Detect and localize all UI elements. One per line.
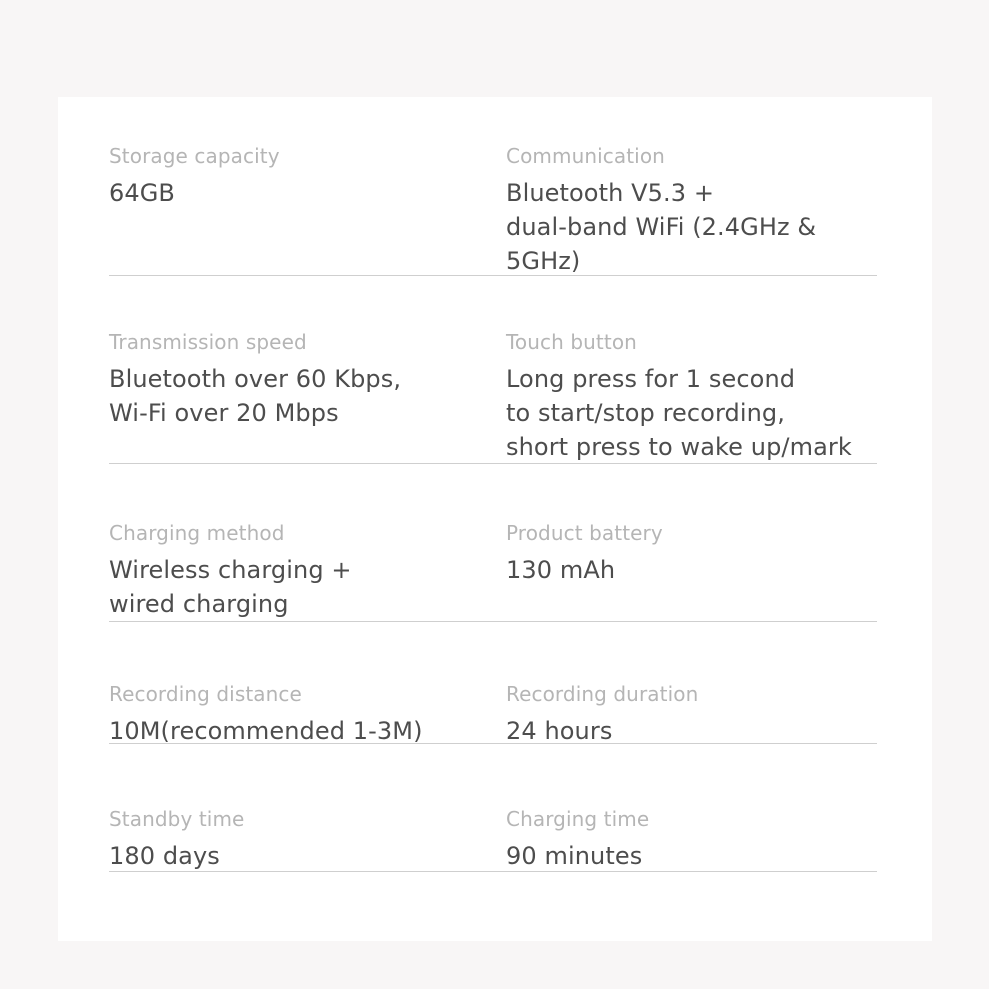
spec-value: 24 hours [506,717,613,745]
spec-value: 180 days [109,842,220,870]
spec-label: Recording duration [506,682,699,706]
spec-label: Standby time [109,807,245,831]
spec-label: Transmission speed [109,330,307,354]
spec-label: Charging method [109,521,285,545]
spec-row-2 [109,330,877,464]
spec-label: Storage capacity [109,144,280,168]
spec-label: Touch button [506,330,637,354]
spec-value: 130 mAh [506,556,616,584]
spec-label: Product battery [506,521,663,545]
spec-row-4 [109,682,877,744]
spec-row-5 [109,807,877,872]
spec-value: Bluetooth over 60 Kbps, Wi-Fi over 20 Mbps [109,365,402,427]
spec-item-storage-capacity [109,144,489,210]
spec-value: Wireless charging + wired charging [109,556,352,618]
spec-value: 90 minutes [506,842,643,870]
spec-item-charging-time [506,807,881,873]
spec-row-3 [109,521,877,622]
spec-item-charging-method [109,521,489,621]
spec-item-transmission-speed [109,330,489,430]
spec-value: Long press for 1 second to start/stop recording, short press to wake up/mark [506,365,852,461]
spec-row-1 [109,144,877,276]
spec-item-communication [506,144,881,278]
spec-value: 10M(recommended 1-3M) [109,717,423,745]
spec-item-product-battery [506,521,881,587]
spec-item-recording-distance [109,682,489,748]
spec-value: Bluetooth V5.3 + dual-band WiFi (2.4GHz & 5GHz) [506,179,817,275]
spec-label: Charging time [506,807,650,831]
spec-card [58,97,932,941]
spec-value: 64GB [109,179,176,207]
spec-label: Recording distance [109,682,302,706]
spec-item-touch-button [506,330,881,464]
spec-label: Communication [506,144,665,168]
spec-item-recording-duration [506,682,881,748]
spec-item-standby-time [109,807,489,873]
